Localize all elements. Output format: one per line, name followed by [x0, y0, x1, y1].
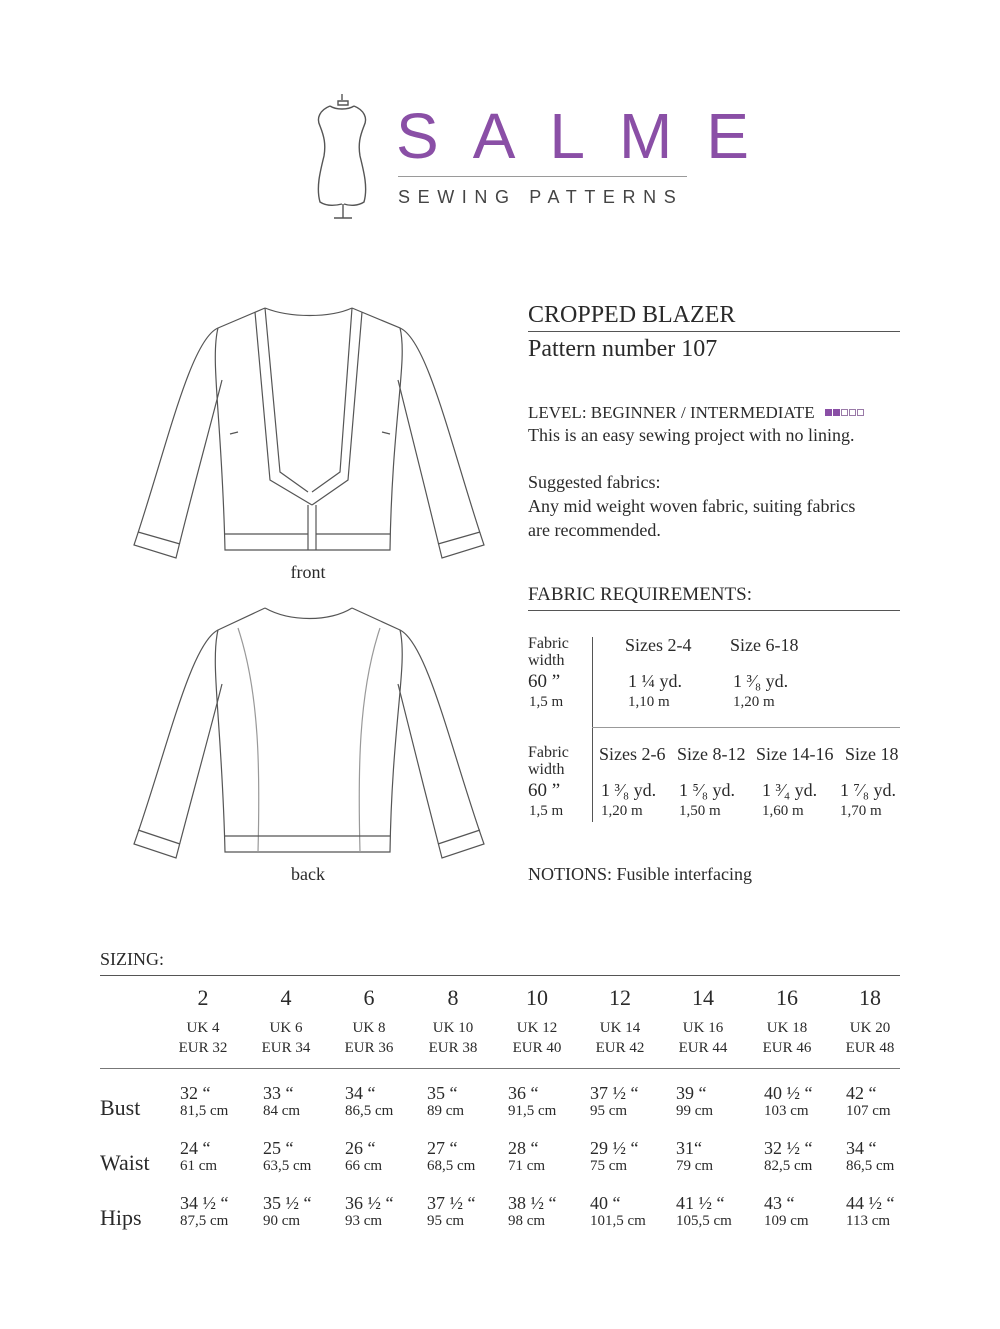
fabrics-line-2: are recommended. [528, 520, 661, 540]
back-drawing [130, 604, 490, 866]
fabric-width-meters: 1,5 m [529, 694, 564, 710]
level-square [825, 409, 832, 416]
fabrics-line-1: Any mid weight woven fabric, suiting fabrics [528, 496, 856, 516]
measure-cm: 98 cm [508, 1213, 546, 1229]
size-eur: EUR 44 [678, 1040, 728, 1056]
level-square [833, 409, 840, 416]
size-uk: UK 18 [766, 1020, 808, 1036]
measure-inches: 29 ½ “ [590, 1138, 639, 1158]
measure-inches: 40 “ [590, 1193, 621, 1213]
measure-inches: 31“ [676, 1138, 702, 1158]
size-eur: EUR 34 [261, 1040, 311, 1056]
size-us: 14 [692, 985, 714, 1010]
size-eur: EUR 36 [344, 1040, 394, 1056]
fabric-width-label [528, 635, 569, 669]
measure-inches: 34 “ [345, 1083, 376, 1103]
measure-cm: 81,5 cm [180, 1103, 229, 1119]
brand-name: SALME [396, 100, 783, 172]
fabrics-heading: Suggested fabrics: [528, 472, 661, 492]
measure-inches: 33 “ [263, 1083, 294, 1103]
measure-inches: 25 “ [263, 1138, 294, 1158]
level-square [849, 409, 856, 416]
measure-cm: 91,5 cm [508, 1103, 557, 1119]
level-description: This is an easy sewing project with no lining. [528, 425, 855, 445]
measure-inches: 36 “ [508, 1083, 539, 1103]
measure-inches: 27 “ [427, 1138, 458, 1158]
size-us: 8 [447, 985, 459, 1010]
row-label-bust: Bust [100, 1095, 141, 1120]
measure-inches: 36 ½ “ [345, 1193, 394, 1213]
measure-inches: 35 “ [427, 1083, 458, 1103]
size-us: 16 [776, 985, 798, 1010]
size-us: 18 [859, 985, 881, 1010]
size-us: 4 [280, 985, 292, 1010]
measure-cm: 93 cm [345, 1213, 383, 1229]
fabric-width-inches-t2: 60 ” [528, 780, 561, 801]
size-uk: UK 4 [186, 1020, 220, 1036]
fabric-width-label-2 [528, 744, 569, 778]
measure-inches: 40 ½ “ [764, 1083, 813, 1103]
row-label-waist: Waist [100, 1150, 150, 1175]
fabric-table-row-rule [592, 727, 900, 728]
measure-inches: 34 ½ “ [180, 1193, 229, 1213]
size-eur: EUR 46 [762, 1040, 812, 1056]
size-us: 10 [526, 985, 548, 1010]
size-uk: UK 8 [352, 1020, 386, 1036]
measure-cm: 86,5 cm [846, 1158, 895, 1174]
measure-cm: 63,5 cm [263, 1158, 312, 1174]
req2-size-d: Size 18 [845, 744, 899, 764]
req1-yd-a: 1 ¼ yd. [628, 671, 682, 691]
measure-cm: 61 cm [180, 1158, 218, 1174]
req2-size-b: Size 8-12 [677, 744, 746, 764]
size-uk: UK 6 [269, 1020, 303, 1036]
measure-inches: 38 ½ “ [508, 1193, 557, 1213]
measure-inches: 42 “ [846, 1083, 877, 1103]
measure-inches: 28 “ [508, 1138, 539, 1158]
fabric-requirements-heading: FABRIC REQUIREMENTS: [528, 584, 752, 605]
measure-inches: 44 ½ “ [846, 1193, 895, 1213]
req2-size-c: Size 14-16 [756, 744, 834, 764]
measure-cm: 95 cm [590, 1103, 628, 1119]
size-uk: UK 16 [682, 1020, 724, 1036]
logo-divider [398, 176, 687, 177]
measure-inches: 32 ½ “ [764, 1138, 813, 1158]
size-eur: EUR 48 [845, 1040, 895, 1056]
req1-size-a: Sizes 2-4 [625, 635, 692, 655]
fabric-width-label-2: width [528, 652, 565, 669]
sizing-heading: SIZING: [100, 949, 164, 969]
req1-m-b: 1,20 m [733, 694, 775, 710]
req2-m-d: 1,70 m [840, 803, 882, 819]
pattern-number: Pattern number 107 [528, 336, 718, 362]
size-us: 6 [363, 985, 375, 1010]
measure-inches: 32 “ [180, 1083, 211, 1103]
measure-cm: 71 cm [508, 1158, 546, 1174]
size-uk: UK 12 [516, 1020, 558, 1036]
fabric-table-divider [592, 637, 593, 822]
measure-inches: 24 “ [180, 1138, 211, 1158]
measure-cm: 89 cm [427, 1103, 465, 1119]
measure-cm: 103 cm [764, 1103, 809, 1119]
measure-inches: 35 ½ “ [263, 1193, 312, 1213]
title-rule [528, 331, 900, 332]
front-drawing [130, 300, 490, 562]
dress-form-icon [312, 92, 376, 220]
req1-yd-b: 1 ³⁄₈ yd. [733, 671, 789, 691]
level-line [528, 401, 865, 423]
level-indicator [825, 401, 865, 421]
brand-tagline: SEWING PATTERNS [398, 187, 684, 207]
level-text: LEVEL: BEGINNER / INTERMEDIATE [528, 403, 815, 422]
req2-m-b: 1,50 m [679, 803, 721, 819]
req2-m-a: 1,20 m [601, 803, 643, 819]
size-uk: UK 10 [432, 1020, 474, 1036]
measure-inches: 37 ½ “ [590, 1083, 639, 1103]
measure-cm: 105,5 cm [676, 1213, 732, 1229]
req1-m-a: 1,10 m [628, 694, 670, 710]
size-eur: EUR 38 [428, 1040, 478, 1056]
measure-cm: 95 cm [427, 1213, 465, 1229]
back-label: back [291, 864, 325, 884]
req2-yd-d: 1 ⁷⁄₈ yd. [840, 780, 897, 800]
req2-yd-a: 1 ³⁄₈ yd. [601, 780, 657, 800]
measure-cm: 113 cm [846, 1213, 891, 1229]
req2-m-c: 1,60 m [762, 803, 804, 819]
measure-cm: 99 cm [676, 1103, 714, 1119]
measure-cm: 101,5 cm [590, 1213, 646, 1229]
fabric-width-meters-t2: 1,5 m [529, 803, 564, 819]
measure-cm: 82,5 cm [764, 1158, 813, 1174]
size-uk: UK 14 [599, 1020, 641, 1036]
fabric-requirements-rule [528, 610, 900, 611]
size-us: 2 [197, 985, 209, 1010]
measure-cm: 75 cm [590, 1158, 628, 1174]
measure-inches: 34 “ [846, 1138, 877, 1158]
req2-yd-b: 1 ⁵⁄₈ yd. [679, 780, 736, 800]
measure-cm: 90 cm [263, 1213, 301, 1229]
row-label-hips: Hips [100, 1205, 142, 1230]
sizing-top-rule [100, 975, 900, 976]
measure-cm: 79 cm [676, 1158, 714, 1174]
measure-inches: 26 “ [345, 1138, 376, 1158]
req2-size-a: Sizes 2-6 [599, 744, 666, 764]
level-square [857, 409, 864, 416]
front-label: front [290, 562, 326, 582]
fabric-width-label-t2-1: Fabric [528, 744, 569, 761]
measure-inches: 39 “ [676, 1083, 707, 1103]
fabric-width-label-t2-2: width [528, 761, 565, 778]
measure-cm: 87,5 cm [180, 1213, 229, 1229]
measure-cm: 84 cm [263, 1103, 301, 1119]
measure-cm: 68,5 cm [427, 1158, 476, 1174]
size-eur: EUR 42 [595, 1040, 645, 1056]
measure-inches: 43 “ [764, 1193, 795, 1213]
size-us: 12 [609, 985, 631, 1010]
req2-yd-c: 1 ³⁄₄ yd. [762, 780, 818, 800]
fabric-width-label-1: Fabric [528, 635, 569, 652]
sizing-header-rule [100, 1068, 900, 1069]
level-square [841, 409, 848, 416]
measure-inches: 41 ½ “ [676, 1193, 725, 1213]
size-eur: EUR 40 [512, 1040, 562, 1056]
measure-cm: 109 cm [764, 1213, 809, 1229]
notions: NOTIONS: Fusible interfacing [528, 864, 752, 884]
measure-cm: 86,5 cm [345, 1103, 394, 1119]
size-uk: UK 20 [849, 1020, 891, 1036]
req1-size-b: Size 6-18 [730, 635, 799, 655]
measure-cm: 107 cm [846, 1103, 891, 1119]
measure-inches: 37 ½ “ [427, 1193, 476, 1213]
fabric-width-inches: 60 ” [528, 671, 561, 692]
measure-cm: 66 cm [345, 1158, 383, 1174]
size-eur: EUR 32 [178, 1040, 228, 1056]
pattern-title: CROPPED BLAZER [528, 302, 736, 328]
